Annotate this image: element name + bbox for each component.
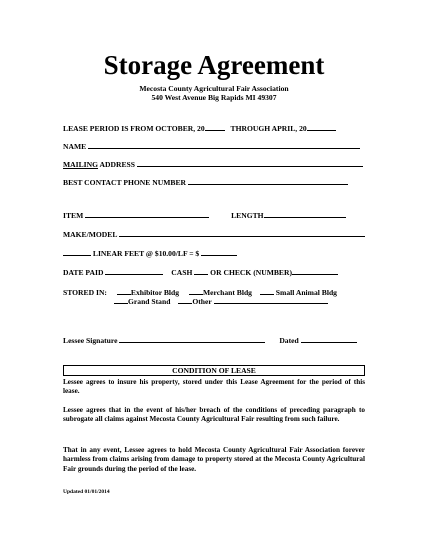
- total-amount-field[interactable]: [201, 248, 237, 256]
- dated-label: Dated: [279, 336, 299, 345]
- date-paid-field[interactable]: [105, 267, 163, 275]
- make-model-field[interactable]: [119, 229, 365, 237]
- organization-address: 540 West Avenue Big Rapids MI 49307: [151, 93, 277, 102]
- address-label: ADDRESS: [99, 160, 135, 169]
- signature-field[interactable]: [119, 335, 265, 343]
- item-field[interactable]: [85, 210, 209, 218]
- mailing-label: MAILING: [63, 160, 99, 169]
- linear-feet-label: LINEAR FEET @ $10.00/LF = $: [92, 249, 200, 258]
- grand-stand-label: Grand Stand: [128, 297, 171, 306]
- date-paid-label: DATE PAID: [63, 268, 104, 277]
- condition-paragraph-3: That in any event, Lessee agrees to hold Mecosta County Agricultural Fair Association forever harmless from claims arising from damage to property stored at the Mecosta County Agricultural Fair grounds during the period of the lease.: [63, 446, 365, 473]
- merchant-bldg-label: Merchant Bldg: [202, 288, 252, 297]
- other-checkbox[interactable]: [178, 296, 192, 304]
- check-number-field[interactable]: [292, 267, 338, 275]
- name-label: NAME: [63, 142, 87, 151]
- length-label: LENGTH: [231, 211, 264, 220]
- small-animal-bldg-label: Small Animal Bldg: [275, 288, 337, 297]
- stored-in-label: STORED IN:: [63, 288, 107, 297]
- phone-row: [63, 177, 368, 187]
- payment-row: [63, 267, 368, 277]
- signature-label: Lessee Signature: [63, 336, 118, 345]
- page-title: Storage Agreement: [103, 50, 325, 80]
- organization-name: Mecosta County Agricultural Fair Association: [139, 84, 289, 93]
- other-label: Other: [192, 297, 212, 306]
- check-label: OR CHECK (NUMBER): [210, 268, 293, 277]
- condition-title: CONDITION OF LEASE: [172, 366, 256, 375]
- name-row: [63, 141, 368, 151]
- item-label: ITEM: [63, 211, 84, 220]
- cash-label: CASH: [171, 268, 193, 277]
- other-field[interactable]: [214, 296, 328, 304]
- lease-period-label: LEASE PERIOD IS FROM OCTOBER, 20: [63, 124, 205, 133]
- linear-feet-field[interactable]: [63, 248, 91, 256]
- grand-stand-checkbox[interactable]: [114, 296, 128, 304]
- mailing-address-field[interactable]: [137, 159, 363, 167]
- lease-end-year-field[interactable]: [307, 123, 336, 131]
- exhibitor-bldg-checkbox[interactable]: [117, 287, 131, 295]
- lease-through-label: THROUGH APRIL, 20: [230, 124, 307, 133]
- make-model-row: [63, 229, 368, 239]
- phone-field[interactable]: [188, 177, 348, 185]
- mailing-address-row: [63, 159, 368, 169]
- linear-feet-row: [63, 248, 368, 258]
- small-animal-bldg-checkbox[interactable]: [260, 287, 274, 295]
- cash-field[interactable]: [194, 267, 208, 275]
- item-length-row: [63, 210, 368, 220]
- condition-paragraph-1: Lessee agrees to insure his property, stored under this Lease Agreement for the period of this lease.: [63, 378, 365, 396]
- signature-row: [63, 335, 368, 345]
- updated-date: Updated 01/01/2014: [63, 489, 110, 495]
- merchant-bldg-checkbox[interactable]: [189, 287, 203, 295]
- stored-in-row-2: [114, 296, 374, 306]
- dated-field[interactable]: [301, 335, 357, 343]
- lease-period-row: [63, 123, 368, 133]
- name-field[interactable]: [88, 141, 360, 149]
- length-field[interactable]: [264, 210, 346, 218]
- condition-paragraph-2: Lessee agrees that in the event of his/her breach of the conditions of preceding paragraph to subrogate all claims against Mecosta County Agricultural Fair resulting from such failure.: [63, 406, 365, 424]
- exhibitor-bldg-label: Exhibitor Bldg: [130, 288, 180, 297]
- make-model-label: MAKE/MODEL: [63, 230, 118, 239]
- phone-label: BEST CONTACT PHONE NUMBER: [63, 178, 186, 187]
- lease-start-year-field[interactable]: [205, 123, 225, 131]
